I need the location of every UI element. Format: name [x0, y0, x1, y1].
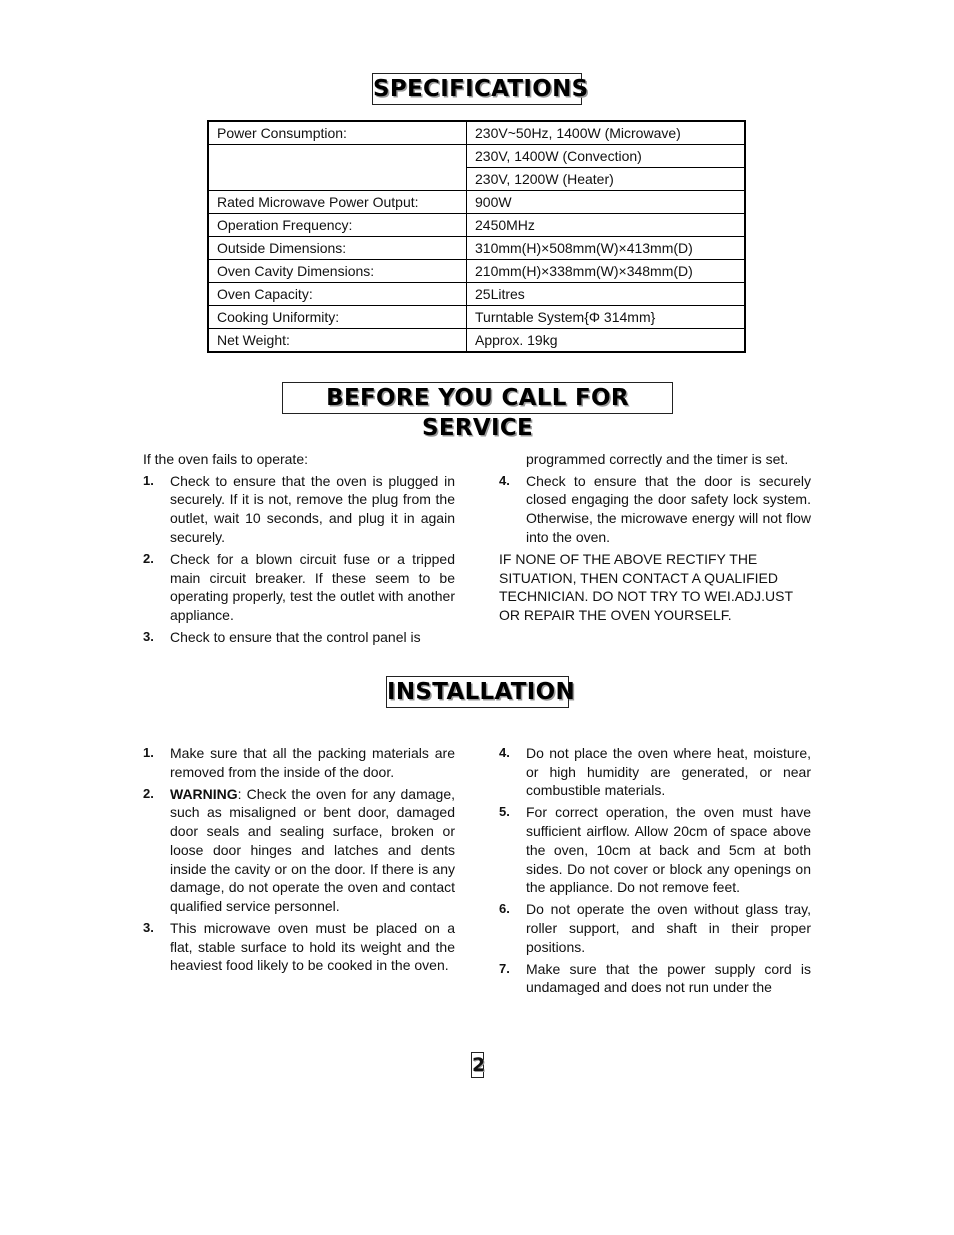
spec-value: 230V~50Hz, 1400W (Microwave): [467, 121, 746, 145]
list-item: [143, 744, 455, 781]
item-number: 4.: [499, 745, 510, 760]
table-row: [208, 237, 745, 260]
specifications-heading: SPECIFICATIONS: [372, 73, 582, 105]
list-item: [143, 628, 455, 647]
spec-label: Rated Microwave Power Output:: [208, 191, 467, 214]
table-row: [208, 145, 745, 168]
item-text: : Check the oven for any damage, such as misaligned or bent door, damaged door seals and sealing surface, broken or loose door hinges and latches and dents inside the cavity or on the door. If there is any damage, do not operate the oven and contact qualified service personnel.: [170, 785, 455, 914]
specifications-table: [207, 120, 746, 353]
item-number: 2.: [143, 550, 154, 566]
spec-value: 2450MHz: [467, 214, 746, 237]
spec-label: Power Consumption:: [208, 121, 467, 145]
item-number: 5.: [499, 804, 510, 820]
item-text: Check to ensure that the oven is plugged in securely. If it is not, remove the plug from the outlet, wait 10 seconds, and plug it in again securely.: [170, 472, 455, 545]
spec-value: 230V, 1200W (Heater): [467, 168, 746, 191]
installation-right-column: [499, 744, 811, 1000]
item-number: 7.: [499, 960, 510, 976]
spec-value: 230V, 1400W (Convection): [467, 145, 746, 168]
table-row: [208, 283, 745, 306]
item-number: 2.: [143, 785, 154, 801]
table-row: [208, 214, 745, 237]
list-item: [499, 900, 811, 956]
spec-label: Net Weight:: [208, 329, 467, 353]
spec-label: Cooking Uniformity:: [208, 306, 467, 329]
item-text: Do not operate the oven without glass tray, roller support, and shaft in their proper positions.: [526, 901, 811, 955]
installation-left-column: [143, 744, 455, 978]
item-continuation: programmed correctly and the timer is set.: [526, 451, 789, 467]
spec-label: Outside Dimensions:: [208, 237, 467, 260]
page-number: 2: [472, 1054, 486, 1076]
list-item: [143, 472, 455, 547]
list-item: [499, 744, 811, 800]
spec-value: Turntable System{Φ 314mm}: [467, 306, 746, 329]
spec-value: 25Litres: [467, 283, 746, 306]
item-text: Do not place the oven where heat, moisture, or high humidity are generated, or near combustible materials.: [526, 745, 811, 799]
item-number: 1.: [143, 472, 154, 488]
item-number: 4.: [499, 472, 510, 488]
installation-heading: INSTALLATION: [386, 676, 569, 708]
service-intro: If the oven fails to operate:: [143, 451, 308, 467]
table-row: [208, 121, 745, 145]
item-number: 6.: [499, 901, 510, 917]
spec-label: Oven Cavity Dimensions:: [208, 260, 467, 283]
item-text: Make sure that all the packing materials are removed from the inside of the door.: [170, 745, 455, 780]
item-number: 3.: [143, 919, 154, 935]
spec-label: Operation Frequency:: [208, 214, 467, 237]
list-item: [499, 960, 811, 997]
table-row: [208, 191, 745, 214]
item-text: Check to ensure that the door is securely closed engaging the door safety lock system. Otherwise, the microwave energy will not flow into the oven.: [526, 472, 811, 545]
spec-label: [208, 145, 467, 191]
service-right-column: [499, 450, 811, 628]
item-text: Check for a blown circuit fuse or a tripped main circuit breaker. If these seem to be operating properly, test the outlet with another appliance.: [170, 550, 455, 623]
spec-value: Approx. 19kg: [467, 329, 746, 353]
spec-value: 210mm(H)×338mm(W)×348mm(D): [467, 260, 746, 283]
spec-label: Oven Capacity:: [208, 283, 467, 306]
list-item: [499, 472, 811, 547]
spec-value: 900W: [467, 191, 746, 214]
spec-value: 310mm(H)×508mm(W)×413mm(D): [467, 237, 746, 260]
item-text: Check to ensure that the control panel is: [170, 628, 421, 645]
service-left-column: [143, 450, 455, 650]
list-item: [499, 803, 811, 897]
table-row: [208, 306, 745, 329]
list-item: [143, 550, 455, 625]
list-item: [143, 785, 455, 916]
item-text: This microwave oven must be placed on a flat, stable surface to hold its weight and the heaviest food likely to be cooked in the oven.: [170, 919, 455, 974]
list-item: [143, 919, 455, 975]
item-text: Make sure that the power supply cord is undamaged and does not run under the: [526, 960, 811, 996]
item-number: 3.: [143, 628, 154, 644]
item-text: For correct operation, the oven must have sufficient airflow. Allow 20cm of space above the oven, 10cm at back and 5cm at both sides. Do not cover or block any openings on the appliance. Do not remove feet.: [526, 804, 811, 896]
warning-label: WARNING: [170, 785, 238, 802]
service-note: IF NONE OF THE ABOVE RECTIFY THE SITUATION, THEN CONTACT A QUALIFIED TECHNICIAN. DO NOT TRY TO WEI.ADJ.UST OR REPAIR THE OVEN YOURSELF.: [499, 550, 793, 623]
table-row: [208, 329, 745, 353]
service-heading: BEFORE YOU CALL FOR SERVICE: [282, 382, 673, 414]
table-row: [208, 260, 745, 283]
item-number: 1.: [143, 745, 154, 760]
